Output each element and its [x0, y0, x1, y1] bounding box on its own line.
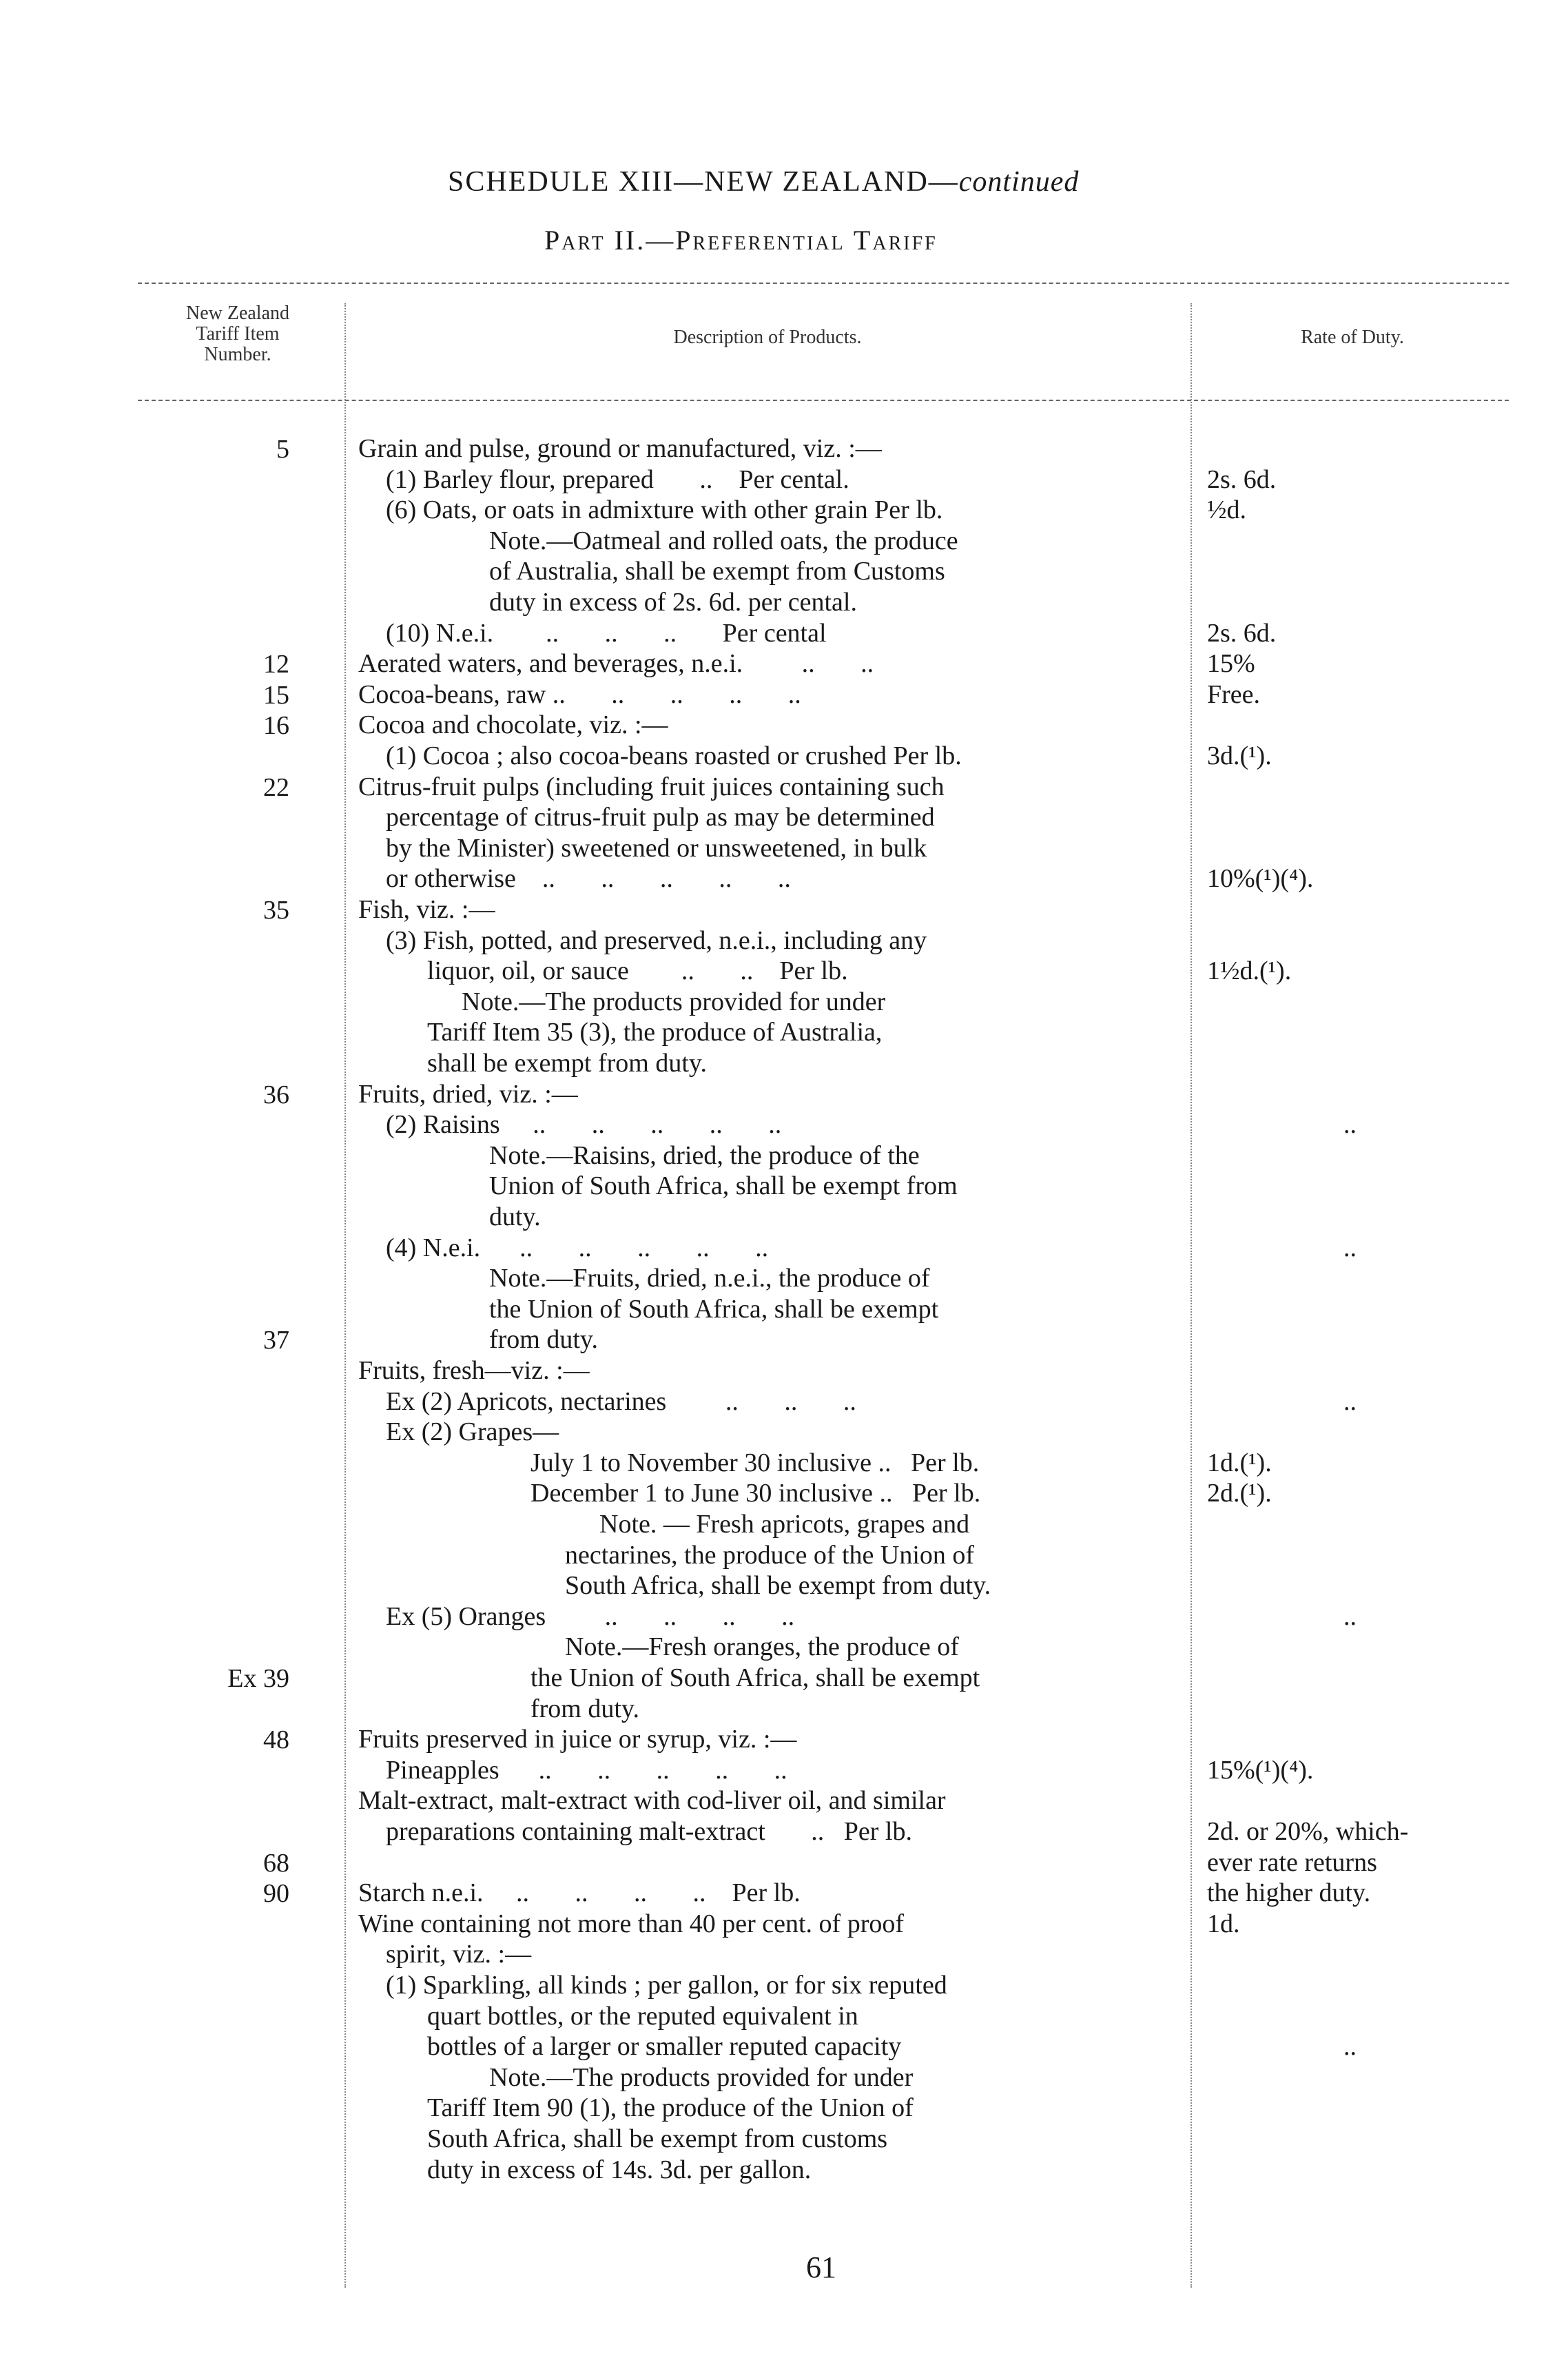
schedule-title-suffix: continued: [958, 166, 1080, 198]
column-header-item-line-1: New Zealand: [185, 302, 290, 324]
description-line: Ex (2) Apricots, nectarines .. .. ..: [386, 1387, 856, 1416]
description-line: bottles of a larger or smaller reputed capacity: [427, 2032, 902, 2061]
rate-of-duty: 10%(¹)(⁴).: [1207, 864, 1314, 893]
description-line: quart bottles, or the reputed equivalent in: [427, 2002, 858, 2031]
description-line: duty in excess of 14s. 3d. per gallon.: [427, 2155, 812, 2184]
rate-of-duty: 2s. 6d.: [1207, 465, 1277, 494]
description-line: or otherwise .. .. .. .. ..: [386, 864, 791, 893]
description-line: (1) Sparkling, all kinds ; per gallon, or for six reputed: [386, 1971, 947, 2000]
rate-of-duty: 1d.: [1207, 1909, 1240, 1938]
description-line: Ex (5) Oranges .. .. .. ..: [386, 1602, 795, 1631]
description-line: Citrus-fruit pulps (including fruit juices containing such: [358, 772, 945, 801]
description-line: (10) N.e.i. .. .. .. Per cental: [386, 619, 827, 648]
description-line: Note.—Fresh oranges, the produce of: [565, 1632, 959, 1661]
description-line: Fish, viz. :—: [358, 895, 495, 924]
description-line: Note.—The products provided for under: [462, 987, 886, 1016]
rate-of-duty: 15%: [1207, 649, 1255, 678]
description-line: liquor, oil, or sauce .. .. Per lb.: [427, 956, 848, 985]
description-line: of Australia, shall be exempt from Customs: [489, 557, 945, 586]
description-line: Note.—Fruits, dried, n.e.i., the produce of: [489, 1264, 930, 1293]
description-line: Union of South Africa, shall be exempt from: [489, 1171, 958, 1200]
description-line: Tariff Item 90 (1), the produce of the Union of: [427, 2093, 914, 2122]
description-line: Malt-extract, malt-extract with cod-liver oil, and similar: [358, 1786, 946, 1815]
description-line: by the Minister) sweetened or unsweetened, in bulk: [386, 834, 927, 863]
description-line: the Union of South Africa, shall be exempt: [530, 1663, 980, 1692]
tariff-item-number: Ex 39: [227, 1664, 289, 1693]
rate-of-duty: Free.: [1207, 680, 1261, 709]
part-title: Part II.—Preferential Tariff: [544, 225, 938, 256]
rate-of-duty: 3d.(¹).: [1207, 741, 1272, 770]
description-line: Fruits, dried, viz. :—: [358, 1080, 578, 1109]
rate-of-duty: 1½d.(¹).: [1207, 956, 1292, 985]
header-bottom-rule: [138, 400, 1509, 401]
description-line: (4) N.e.i. .. .. .. .. ..: [386, 1233, 769, 1262]
description-line: Note.—The products provided for under: [489, 2063, 914, 2092]
description-line: (3) Fish, potted, and preserved, n.e.i., including any: [386, 926, 927, 955]
rate-of-duty: ..: [1343, 1233, 1357, 1262]
description-line: Cocoa and chocolate, viz. :—: [358, 710, 668, 739]
rate-of-duty: 15%(¹)(⁴).: [1207, 1756, 1314, 1785]
description-line: Note.—Raisins, dried, the produce of the: [489, 1141, 920, 1170]
description-line: (2) Raisins .. .. .. .. ..: [386, 1110, 782, 1139]
description-line: Fruits, fresh—viz. :—: [358, 1356, 590, 1385]
description-line: July 1 to November 30 inclusive .. Per lb.: [530, 1448, 980, 1477]
description-line: from duty.: [530, 1694, 639, 1723]
description-line: (1) Barley flour, prepared .. Per cental.: [386, 465, 849, 494]
tariff-item-number: 15: [263, 681, 289, 710]
description-line: from duty.: [489, 1325, 598, 1354]
header-top-rule: [138, 283, 1509, 284]
tariff-item-number: 68: [263, 1849, 289, 1878]
schedule-title: [448, 165, 1079, 198]
schedule-title-main: SCHEDULE XIII—NEW ZEALAND—: [448, 166, 959, 198]
tariff-item-number: 35: [263, 896, 289, 925]
tariff-item-number: 5: [276, 435, 289, 464]
column-header-description: Description of Products.: [673, 327, 862, 348]
rate-of-duty: 2d. or 20%, which-: [1207, 1817, 1409, 1846]
description-line: December 1 to June 30 inclusive .. Per lb.: [530, 1479, 981, 1508]
description-line: (1) Cocoa ; also cocoa-beans roasted or crushed Per lb.: [386, 741, 962, 770]
page-number: 61: [806, 2250, 836, 2284]
column-header-rate: Rate of Duty.: [1301, 327, 1404, 348]
column-header-item-line-3: Number.: [204, 344, 271, 365]
description-line: Fruits preserved in juice or syrup, viz. :—: [358, 1725, 797, 1754]
description-line: preparations containing malt-extract .. Per lb.: [386, 1817, 912, 1846]
tariff-item-number: 16: [263, 711, 289, 740]
rate-of-duty: ..: [1343, 1387, 1357, 1416]
description-line: South Africa, shall be exempt from duty.: [565, 1571, 991, 1600]
description-line: spirit, viz. :—: [386, 1940, 532, 1969]
description-line: Note.—Oatmeal and rolled oats, the produce: [489, 526, 958, 555]
rate-of-duty: ..: [1343, 1602, 1357, 1631]
description-line: Tariff Item 35 (3), the produce of Australia,: [427, 1018, 883, 1047]
tariff-item-number: 48: [263, 1725, 289, 1754]
description-line: the Union of South Africa, shall be exempt: [489, 1295, 939, 1324]
rate-of-duty: the higher duty.: [1207, 1878, 1371, 1907]
rate-of-duty: ever rate returns: [1207, 1848, 1377, 1877]
rate-of-duty: 2s. 6d.: [1207, 619, 1277, 648]
rate-of-duty: 1d.(¹).: [1207, 1448, 1272, 1477]
description-line: Ex (2) Grapes—: [386, 1417, 559, 1446]
description-line: (6) Oats, or oats in admixture with other grain Per lb.: [386, 495, 943, 524]
description-line: Grain and pulse, ground or manufactured, viz. :—: [358, 434, 882, 463]
description-line: duty in excess of 2s. 6d. per cental.: [489, 588, 857, 617]
tariff-item-number: 90: [263, 1879, 289, 1908]
tariff-item-number: 36: [263, 1080, 289, 1109]
description-line: Cocoa-beans, raw .. .. .. .. ..: [358, 680, 801, 709]
tariff-item-number: 37: [263, 1326, 289, 1355]
description-line: Wine containing not more than 40 per cent. of proof: [358, 1909, 905, 1938]
description-line: Note. — Fresh apricots, grapes and: [599, 1510, 970, 1539]
column-divider-right: [1191, 303, 1192, 2288]
description-line: shall be exempt from duty.: [427, 1049, 707, 1078]
description-line: South Africa, shall be exempt from customs: [427, 2124, 888, 2153]
tariff-item-number: 12: [263, 650, 289, 679]
description-line: duty.: [489, 1202, 541, 1231]
rate-of-duty: ..: [1343, 1110, 1357, 1139]
description-line: percentage of citrus-fruit pulp as may be determined: [386, 803, 935, 832]
rate-of-duty: 2d.(¹).: [1207, 1479, 1272, 1508]
column-header-item-number: [145, 303, 331, 365]
description-line: Starch n.e.i. .. .. .. .. Per lb.: [358, 1878, 801, 1907]
rate-of-duty: ..: [1343, 2032, 1357, 2061]
description-line: nectarines, the produce of the Union of: [565, 1541, 975, 1570]
description-line: Pineapples .. .. .. .. ..: [386, 1756, 787, 1785]
column-header-item-line-2: Tariff Item: [196, 323, 280, 345]
description-line: Aerated waters, and beverages, n.e.i. .. ..: [358, 649, 874, 678]
column-divider-left: [344, 303, 346, 2288]
tariff-item-number: 22: [263, 773, 289, 802]
rate-of-duty: ½d.: [1207, 495, 1246, 524]
